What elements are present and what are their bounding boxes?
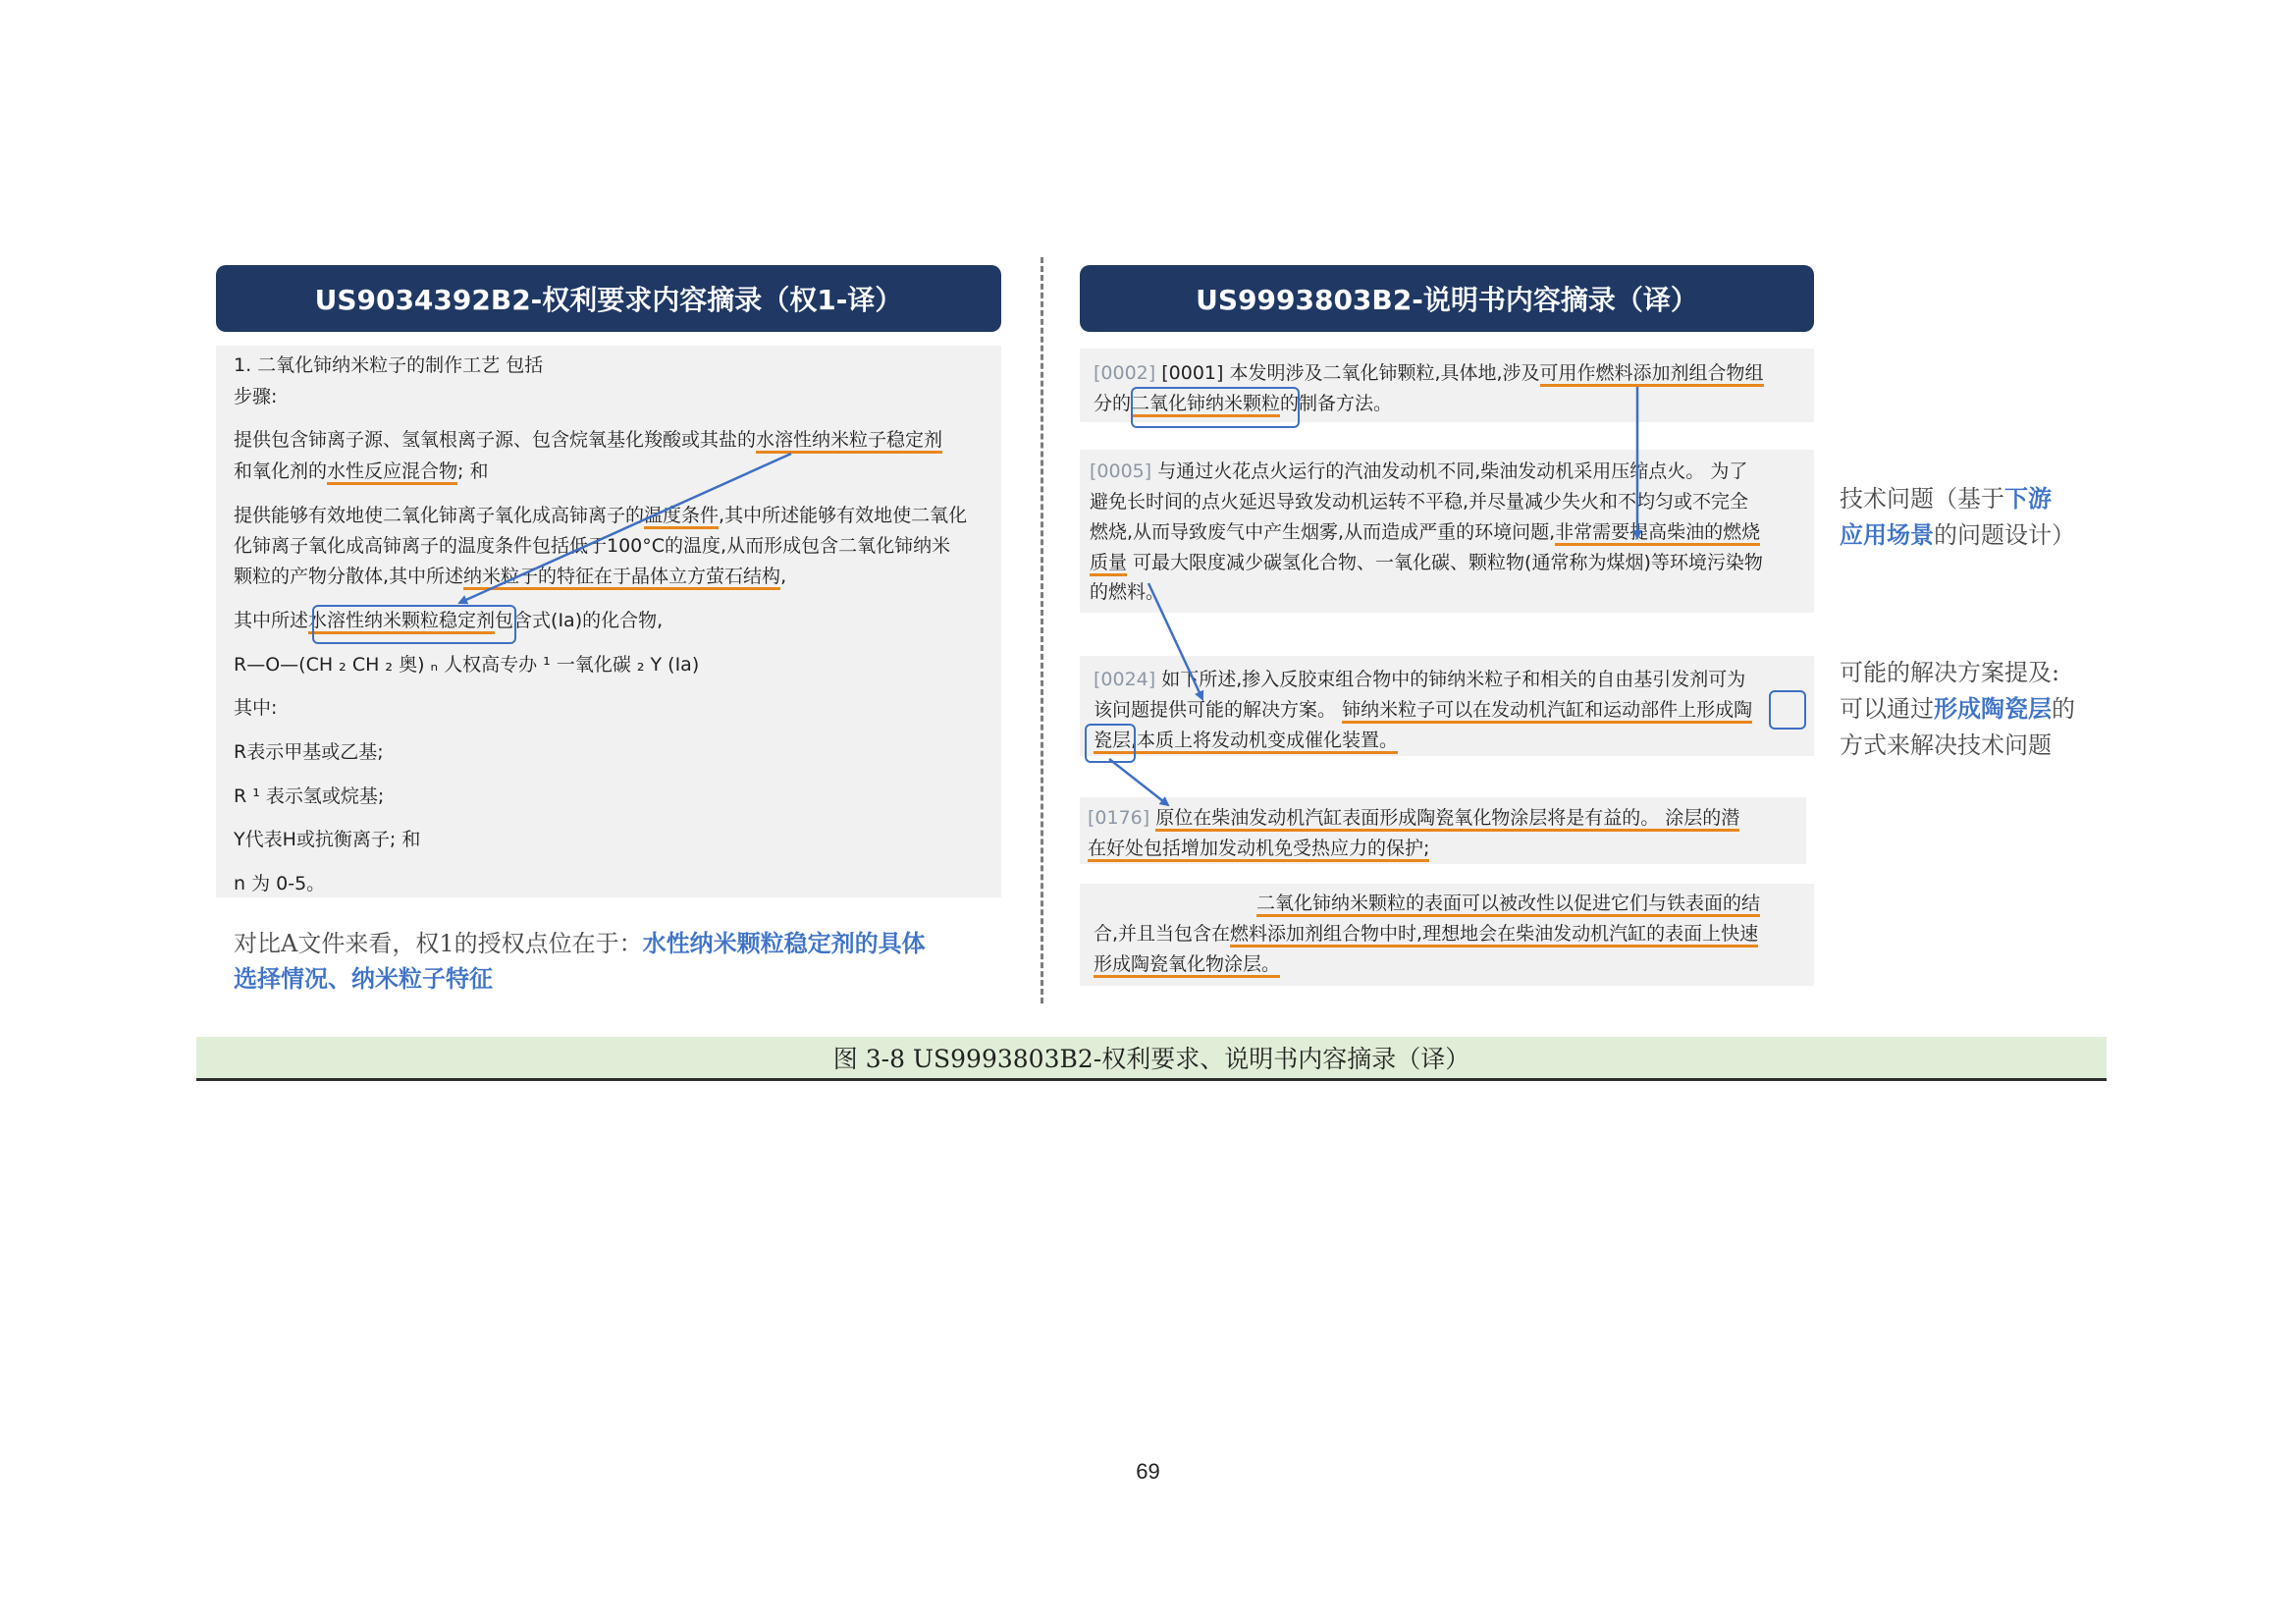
rapid-coating-term: 燃料添加剂组合物中时,理想地会在柴油发动机汽缸的表面上快速: [1230, 923, 1758, 947]
claim-intro-line-1: 1. 二氧化铈纳米粒子的制作工艺 包括: [234, 354, 544, 376]
crystal-structure-term: 纳米粒子的特征在于晶体立方萤石结构: [463, 566, 780, 590]
ceramic-layer-term: 铈纳米粒子可以在发动机汽缸和运动部件上形成陶: [1342, 699, 1752, 724]
solution-note-line-1: 可能的解决方案提及:: [1840, 659, 2060, 686]
ceramic-oxide-coating-term: 形成陶瓷氧化物涂层。: [1094, 953, 1280, 978]
solution-highlight: 形成陶瓷层: [1934, 694, 2052, 723]
def-r1: R ¹ 表示氢或烷基;: [234, 785, 385, 807]
solution-prefix: 可以通过: [1840, 695, 1934, 723]
claim-stabilizer-suffix: 包含式(Ia)的化合物,: [495, 610, 664, 631]
figure-caption-text: 图 3-8 US9993803B2-权利要求、说明书内容摘录（译）: [832, 1045, 1470, 1073]
claim-step-2-tail: ,: [780, 566, 787, 587]
stabilizer-term: 水溶性纳米粒子稳定剂: [756, 429, 942, 454]
problem-solution-arrow: [1148, 583, 1202, 699]
spec-0002-text-2: 分的: [1094, 393, 1132, 414]
def-y: Y代表H或抗衡离子; 和: [234, 829, 421, 850]
left-header-title: US9034392B2-权利要求内容摘录（权1-译）: [314, 284, 903, 316]
spec-0024-text-1: 如下所述,掺入反胶束组合物中的铈纳米粒子和相关的自由基引发剂可为: [1161, 669, 1746, 690]
claim-step-1-tail: ; 和: [457, 460, 489, 482]
def-r: R表示甲基或乙基;: [234, 741, 384, 763]
spec-0024-ref: [0024]: [1094, 669, 1156, 690]
spec-0005-text-4: 可最大限度减少碳氢化合物、一氧化碳、颗粒物(通常称为煤烟)等环境污染物: [1127, 552, 1763, 573]
formula-line: R—O—(CH ₂ CH ₂ 奥) ₙ 人权高专办 ¹ 一氧化碳 ₂ Y (Ia): [234, 654, 700, 676]
right-header-title: US9993803B2-说明书内容摘录（译）: [1196, 284, 1698, 316]
claim-step-1-text: 提供包含铈离子源、氢氧根离子源、包含烷氧基化羧酸或其盐的: [234, 429, 757, 451]
spec-0002-tail: 的制备方法。: [1280, 393, 1393, 414]
combustion-quality-term: 非常需要提高柴油的燃烧: [1555, 521, 1760, 546]
tech-problem-highlight-2: 应用场景: [1840, 520, 1934, 549]
spec-0005-ref: [0005]: [1090, 460, 1152, 482]
stabilizer-arrow: [459, 454, 791, 603]
stabilizer-term-boxed: 水溶性纳米颗粒稳定剂: [308, 610, 495, 634]
tech-problem-highlight-1: 下游: [2004, 484, 2052, 513]
solution-note-line-3: 方式来解决技术问题: [1840, 731, 2052, 759]
where-line: 其中:: [234, 697, 278, 719]
summary-highlight-1: 水性纳米颗粒稳定剂的具体: [642, 929, 926, 957]
spec-0005-text-1: 与通过火花点火运行的汽油发动机不同,柴油发动机采用压缩点火。 为了: [1157, 460, 1748, 482]
ceramic-layer-term-2: 瓷层: [1094, 730, 1131, 754]
tech-problem-suffix: 的问题设计）: [1934, 521, 2075, 549]
ceramic-coating-term: 原位在柴油发动机汽缸表面形成陶瓷氧化物涂层将是有益的。 涂层的潜: [1155, 807, 1739, 832]
spec-0005-text-3: 燃烧,从而导致废气中产生烟雾,从而造成严重的环境问题,: [1090, 521, 1556, 543]
ceramic-coating-arrow: [1109, 759, 1168, 805]
tech-problem-prefix: 技术问题（基于: [1840, 485, 2004, 513]
figure-caption: [196, 1037, 2107, 1081]
thermal-protection-term: 在好处包括增加发动机免受热应力的保护;: [1088, 838, 1429, 862]
surface-modification-term: 二氧化铈纳米颗粒的表面可以被改性以促进它们与铁表面的结: [1256, 893, 1760, 917]
solution-suffix: 的: [2052, 695, 2075, 723]
fuel-additive-term: 可用作燃料添加剂组合物组: [1540, 362, 1764, 387]
spec-0002-text: [0001] 本发明涉及二氧化铈颗粒,具体地,涉及: [1161, 362, 1540, 384]
spec-0024-text-2: 该问题提供可能的解决方案。: [1094, 699, 1337, 721]
ceria-nanoparticle-term: 二氧化铈纳米颗粒: [1131, 393, 1280, 417]
claim-stabilizer-prefix: 其中所述: [234, 610, 309, 631]
aqueous-mixture-term: 水性反应混合物: [327, 460, 457, 485]
summary-highlight-2: 选择情况、纳米粒子特征: [234, 964, 493, 993]
catalytic-device-term: ,本质上将发动机变成催化装置。: [1131, 730, 1398, 754]
claim-step-2-text: 提供能够有效地使二氧化铈离子氧化成高铈离子的: [234, 505, 645, 526]
spec-0005-line-5: 的燃料。: [1090, 581, 1165, 603]
temperature-term: 温度条件: [644, 505, 719, 529]
claim-step-1-text-2: 和氧化剂的: [234, 460, 328, 482]
spec-0005-line-2: 避免长时间的点火延迟导致发动机运转不平稳,并尽量减少失火和不均匀或不完全: [1090, 491, 1749, 513]
page-number: 69: [1136, 1459, 1160, 1484]
spec-surface-text-2: 合,并且当包含在: [1094, 923, 1231, 945]
summary-prefix: 对比A文件来看，权1的授权点位在于：: [234, 930, 643, 957]
quality-term: 质量: [1090, 552, 1127, 576]
claim-step-2-line-2: 化铈离子氧化成高铈离子的温度条件包括低于100°C的温度,从而形成包含二氧化铈纳米: [234, 535, 951, 557]
spec-0002-ref: [0002]: [1094, 362, 1156, 384]
def-n: n 为 0-5。: [234, 873, 326, 894]
claim-step-2-text-c: 颗粒的产物分散体,其中所述: [234, 566, 464, 587]
claim-intro-line-2: 步骤:: [234, 386, 278, 407]
claim-step-2-text-b: ,其中所述能够有效地使二氧化: [719, 505, 968, 526]
spec-0176-ref: [0176]: [1088, 807, 1150, 829]
